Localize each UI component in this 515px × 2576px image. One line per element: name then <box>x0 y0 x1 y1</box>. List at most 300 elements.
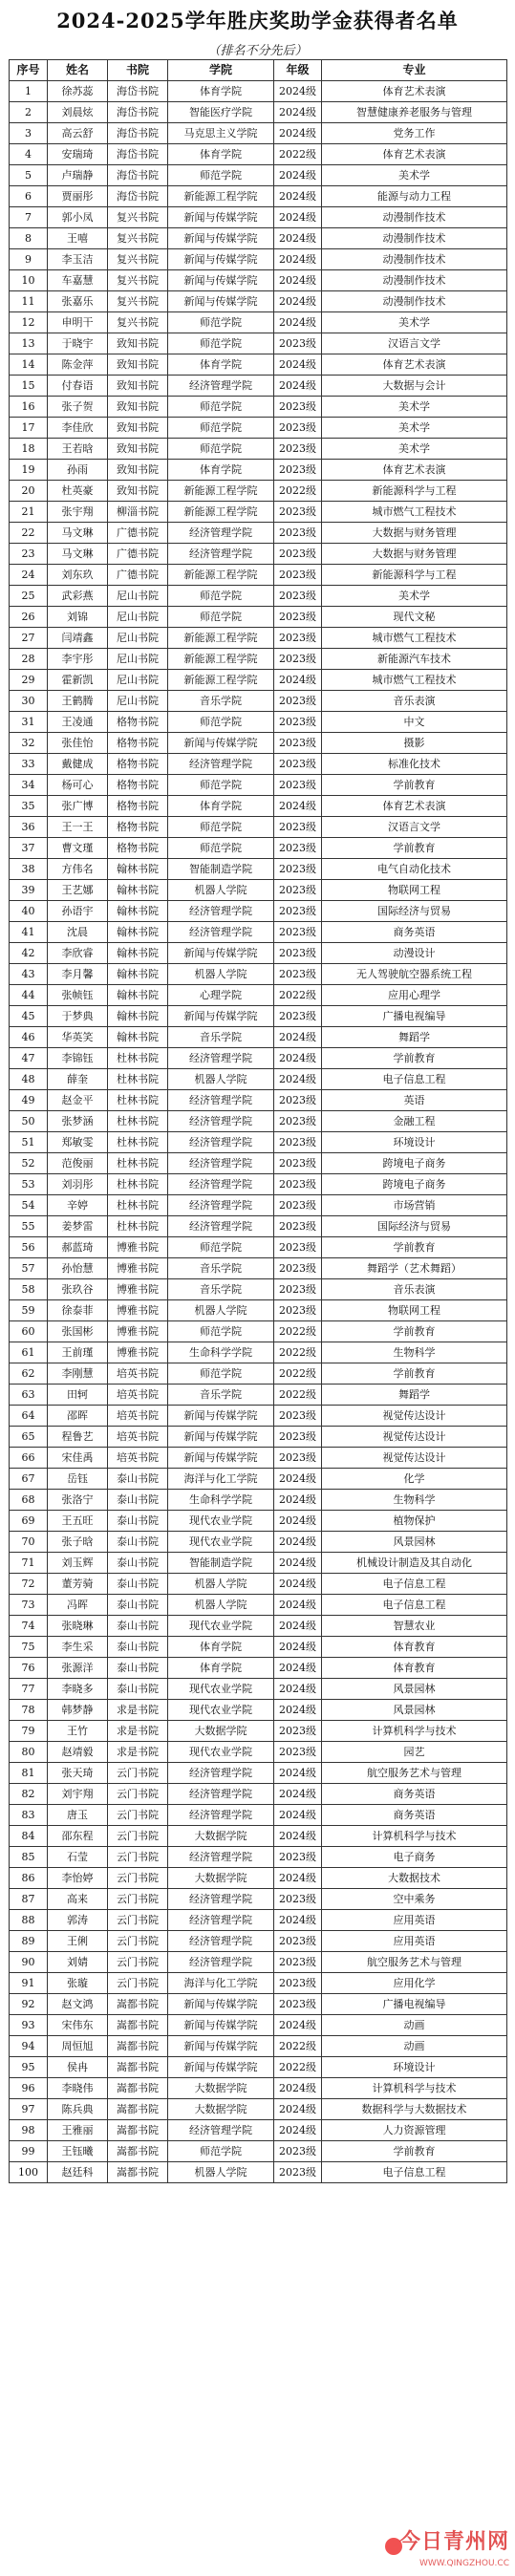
cell-academy: 求是书院 <box>108 1700 168 1721</box>
cell-major: 音乐表演 <box>322 1279 507 1300</box>
cell-index: 14 <box>10 354 48 376</box>
cell-index: 27 <box>10 628 48 649</box>
table-row <box>10 1195 507 1216</box>
cell-name: 张源洋 <box>48 1658 108 1679</box>
cell-name: 刘晨炫 <box>48 102 108 123</box>
cell-academy: 格物书院 <box>108 754 168 775</box>
cell-academy: 格物书院 <box>108 733 168 754</box>
cell-major: 学前教育 <box>322 838 507 859</box>
cell-academy: 杜林书院 <box>108 1174 168 1195</box>
cell-college: 体育学院 <box>168 460 274 481</box>
cell-major: 国际经济与贸易 <box>322 901 507 922</box>
cell-index: 45 <box>10 1006 48 1027</box>
cell-index: 18 <box>10 439 48 460</box>
cell-college: 经济管理学院 <box>168 754 274 775</box>
cell-major: 国际经济与贸易 <box>322 1216 507 1237</box>
cell-index: 74 <box>10 1616 48 1637</box>
cell-academy: 博雅书院 <box>108 1342 168 1363</box>
table-row <box>10 586 507 607</box>
cell-grade: 2023级 <box>274 565 322 586</box>
table-row <box>10 1700 507 1721</box>
table-row <box>10 649 507 670</box>
table-row <box>10 1595 507 1616</box>
cell-name: 王凌通 <box>48 712 108 733</box>
cell-major: 体育教育 <box>322 1658 507 1679</box>
cell-academy: 嵩都书院 <box>108 2162 168 2183</box>
cell-grade: 2022级 <box>274 985 322 1006</box>
cell-index: 63 <box>10 1385 48 1406</box>
cell-college: 师范学院 <box>168 838 274 859</box>
cell-name: 霍新凯 <box>48 670 108 691</box>
cell-major: 学前教育 <box>322 1237 507 1258</box>
table-row <box>10 1574 507 1595</box>
cell-name: 李生采 <box>48 1637 108 1658</box>
cell-academy: 杜林书院 <box>108 1111 168 1132</box>
cell-grade: 2024级 <box>274 1616 322 1637</box>
header-college: 学院 <box>168 60 274 81</box>
table-row <box>10 1385 507 1406</box>
cell-name: 赵廷科 <box>48 2162 108 2183</box>
cell-grade: 2024级 <box>274 376 322 397</box>
header-name: 姓名 <box>48 60 108 81</box>
cell-major: 应用英语 <box>322 1910 507 1931</box>
cell-college: 经济管理学院 <box>168 1216 274 1237</box>
cell-index: 91 <box>10 1973 48 1994</box>
cell-name: 刘东玖 <box>48 565 108 586</box>
cell-major: 植物保护 <box>322 1511 507 1532</box>
table-row <box>10 1511 507 1532</box>
cell-academy: 培英书院 <box>108 1406 168 1427</box>
cell-college: 新闻与传媒学院 <box>168 2057 274 2078</box>
cell-name: 王前瑾 <box>48 1342 108 1363</box>
cell-index: 22 <box>10 523 48 544</box>
cell-index: 23 <box>10 544 48 565</box>
table-row <box>10 565 507 586</box>
cell-name: 刘宇翔 <box>48 1784 108 1805</box>
cell-grade: 2023级 <box>274 1427 322 1448</box>
cell-academy: 海岱书院 <box>108 123 168 144</box>
cell-index: 85 <box>10 1847 48 1868</box>
cell-index: 6 <box>10 186 48 207</box>
cell-major: 化学 <box>322 1469 507 1490</box>
cell-name: 张佳怡 <box>48 733 108 754</box>
cell-grade: 2023级 <box>274 1847 322 1868</box>
cell-major: 学前教育 <box>322 1363 507 1385</box>
cell-college: 新闻与传媒学院 <box>168 249 274 270</box>
cell-grade: 2024级 <box>274 312 322 333</box>
cell-name: 车嘉慧 <box>48 270 108 291</box>
cell-college: 大数据学院 <box>168 1826 274 1847</box>
cell-college: 师范学院 <box>168 1363 274 1385</box>
table-container <box>9 59 506 2183</box>
cell-major: 学前教育 <box>322 1048 507 1069</box>
cell-college: 师范学院 <box>168 1321 274 1342</box>
cell-index: 65 <box>10 1427 48 1448</box>
table-row <box>10 2036 507 2057</box>
table-row <box>10 2057 507 2078</box>
cell-major: 跨境电子商务 <box>322 1174 507 1195</box>
cell-index: 66 <box>10 1448 48 1469</box>
cell-index: 69 <box>10 1511 48 1532</box>
cell-index: 1 <box>10 81 48 102</box>
cell-college: 经济管理学院 <box>168 523 274 544</box>
cell-academy: 翰林书院 <box>108 985 168 1006</box>
cell-major: 智慧健康养老服务与管理 <box>322 102 507 123</box>
cell-grade: 2023级 <box>274 2162 322 2183</box>
cell-major: 城市燃气工程技术 <box>322 670 507 691</box>
scholarship-table <box>9 59 507 2183</box>
cell-academy: 翰林书院 <box>108 859 168 880</box>
cell-academy: 杜林书院 <box>108 1069 168 1090</box>
cell-academy: 致知书院 <box>108 354 168 376</box>
cell-major: 风景园林 <box>322 1532 507 1553</box>
cell-academy: 云门书院 <box>108 1868 168 1889</box>
cell-major: 电子信息工程 <box>322 2162 507 2183</box>
cell-college: 师范学院 <box>168 333 274 354</box>
cell-index: 21 <box>10 502 48 523</box>
cell-academy: 泰山书院 <box>108 1637 168 1658</box>
cell-grade: 2024级 <box>274 1784 322 1805</box>
cell-academy: 尼山书院 <box>108 691 168 712</box>
cell-name: 赵文鸿 <box>48 1994 108 2015</box>
cell-name: 薛奎 <box>48 1069 108 1090</box>
cell-index: 53 <box>10 1174 48 1195</box>
cell-major: 计算机科学与技术 <box>322 1826 507 1847</box>
cell-index: 13 <box>10 333 48 354</box>
cell-academy: 嵩都书院 <box>108 2078 168 2099</box>
cell-index: 48 <box>10 1069 48 1090</box>
cell-name: 周恒旭 <box>48 2036 108 2057</box>
cell-index: 54 <box>10 1195 48 1216</box>
cell-index: 11 <box>10 291 48 312</box>
table-row <box>10 1027 507 1048</box>
table-row <box>10 2141 507 2162</box>
cell-major: 摄影 <box>322 733 507 754</box>
cell-major: 动画 <box>322 2036 507 2057</box>
cell-academy: 嵩都书院 <box>108 2120 168 2141</box>
cell-index: 64 <box>10 1406 48 1427</box>
cell-college: 机器人学院 <box>168 1595 274 1616</box>
table-row <box>10 1889 507 1910</box>
table-row <box>10 2120 507 2141</box>
cell-name: 刘婧 <box>48 1952 108 1973</box>
cell-college: 新闻与传媒学院 <box>168 1006 274 1027</box>
cell-major: 美术学 <box>322 586 507 607</box>
cell-grade: 2023级 <box>274 397 322 418</box>
table-header-row <box>10 60 507 81</box>
cell-academy: 致知书院 <box>108 460 168 481</box>
table-row <box>10 1910 507 1931</box>
cell-major: 生物科学 <box>322 1342 507 1363</box>
cell-college: 师范学院 <box>168 712 274 733</box>
table-row <box>10 523 507 544</box>
cell-name: 冯晖 <box>48 1595 108 1616</box>
cell-college: 新闻与传媒学院 <box>168 270 274 291</box>
cell-grade: 2024级 <box>274 1763 322 1784</box>
cell-index: 80 <box>10 1742 48 1763</box>
cell-major: 环境设计 <box>322 1132 507 1153</box>
cell-index: 90 <box>10 1952 48 1973</box>
cell-major: 电子信息工程 <box>322 1574 507 1595</box>
cell-academy: 泰山书院 <box>108 1511 168 1532</box>
cell-index: 84 <box>10 1826 48 1847</box>
table-row <box>10 901 507 922</box>
cell-college: 机器人学院 <box>168 1300 274 1321</box>
cell-name: 刘羽彤 <box>48 1174 108 1195</box>
cell-major: 学前教育 <box>322 2141 507 2162</box>
cell-name: 李月馨 <box>48 964 108 985</box>
cell-college: 机器人学院 <box>168 1069 274 1090</box>
cell-index: 95 <box>10 2057 48 2078</box>
cell-grade: 2023级 <box>274 1237 322 1258</box>
cell-college: 经济管理学院 <box>168 1805 274 1826</box>
table-row <box>10 1321 507 1342</box>
cell-name: 郝蓝琦 <box>48 1237 108 1258</box>
table-body <box>10 81 507 2183</box>
cell-index: 10 <box>10 270 48 291</box>
table-row <box>10 628 507 649</box>
cell-college: 机器人学院 <box>168 1574 274 1595</box>
cell-academy: 尼山书院 <box>108 586 168 607</box>
cell-name: 范俊丽 <box>48 1153 108 1174</box>
cell-academy: 嵩都书院 <box>108 2057 168 2078</box>
cell-index: 5 <box>10 165 48 186</box>
cell-college: 新闻与传媒学院 <box>168 207 274 228</box>
table-row <box>10 249 507 270</box>
table-row <box>10 2015 507 2036</box>
cell-academy: 翰林书院 <box>108 964 168 985</box>
cell-academy: 云门书院 <box>108 1973 168 1994</box>
cell-name: 贾丽彤 <box>48 186 108 207</box>
cell-name: 陈金萍 <box>48 354 108 376</box>
cell-academy: 致知书院 <box>108 333 168 354</box>
cell-name: 李晓伟 <box>48 2078 108 2099</box>
cell-grade: 2022级 <box>274 2057 322 2078</box>
cell-name: 侯冉 <box>48 2057 108 2078</box>
cell-college: 经济管理学院 <box>168 1763 274 1784</box>
cell-grade: 2023级 <box>274 1153 322 1174</box>
cell-grade: 2023级 <box>274 1195 322 1216</box>
cell-index: 78 <box>10 1700 48 1721</box>
table-row <box>10 1237 507 1258</box>
cell-index: 73 <box>10 1595 48 1616</box>
cell-name: 王俐 <box>48 1931 108 1952</box>
cell-name: 王雅丽 <box>48 2120 108 2141</box>
cell-index: 75 <box>10 1637 48 1658</box>
cell-name: 刘锦 <box>48 607 108 628</box>
cell-name: 王一王 <box>48 817 108 838</box>
cell-index: 3 <box>10 123 48 144</box>
cell-academy: 尼山书院 <box>108 649 168 670</box>
cell-grade: 2023级 <box>274 333 322 354</box>
cell-academy: 格物书院 <box>108 817 168 838</box>
cell-index: 15 <box>10 376 48 397</box>
table-row <box>10 1973 507 1994</box>
cell-major: 美术学 <box>322 165 507 186</box>
cell-major: 风景园林 <box>322 1679 507 1700</box>
cell-grade: 2022级 <box>274 1385 322 1406</box>
cell-index: 32 <box>10 733 48 754</box>
cell-academy: 复兴书院 <box>108 207 168 228</box>
table-row <box>10 439 507 460</box>
cell-major: 数据科学与大数据技术 <box>322 2099 507 2120</box>
cell-name: 赵金平 <box>48 1090 108 1111</box>
cell-college: 师范学院 <box>168 775 274 796</box>
cell-name: 石莹 <box>48 1847 108 1868</box>
cell-academy: 复兴书院 <box>108 249 168 270</box>
cell-college: 音乐学院 <box>168 1279 274 1300</box>
cell-name: 张帧钰 <box>48 985 108 1006</box>
cell-grade: 2024级 <box>274 123 322 144</box>
cell-college: 机器人学院 <box>168 880 274 901</box>
cell-name: 郑敏雯 <box>48 1132 108 1153</box>
cell-academy: 海岱书院 <box>108 165 168 186</box>
cell-major: 新能源科学与工程 <box>322 565 507 586</box>
cell-grade: 2024级 <box>274 1868 322 1889</box>
table-row <box>10 102 507 123</box>
cell-index: 24 <box>10 565 48 586</box>
cell-name: 高来 <box>48 1889 108 1910</box>
cell-index: 88 <box>10 1910 48 1931</box>
cell-college: 经济管理学院 <box>168 1784 274 1805</box>
cell-major: 新能源科学与工程 <box>322 481 507 502</box>
cell-academy: 泰山书院 <box>108 1490 168 1511</box>
cell-major: 商务英语 <box>322 1784 507 1805</box>
table-row <box>10 2078 507 2099</box>
table-row <box>10 1153 507 1174</box>
cell-college: 大数据学院 <box>168 1868 274 1889</box>
watermark-subtext: WWW.QINGZHOU.CC <box>418 2559 509 2568</box>
cell-college: 经济管理学院 <box>168 1153 274 1174</box>
cell-grade: 2023级 <box>274 1090 322 1111</box>
cell-name: 王五旺 <box>48 1511 108 1532</box>
cell-major: 金融工程 <box>322 1111 507 1132</box>
cell-academy: 嵩都书院 <box>108 2099 168 2120</box>
cell-academy: 广德书院 <box>108 565 168 586</box>
cell-name: 邵晖 <box>48 1406 108 1427</box>
cell-college: 新闻与传媒学院 <box>168 1994 274 2015</box>
cell-college: 音乐学院 <box>168 1258 274 1279</box>
table-row <box>10 1048 507 1069</box>
cell-grade: 2024级 <box>274 354 322 376</box>
cell-major: 大数据与财务管理 <box>322 523 507 544</box>
cell-grade: 2024级 <box>274 1574 322 1595</box>
cell-index: 28 <box>10 649 48 670</box>
cell-major: 动漫制作技术 <box>322 228 507 249</box>
cell-index: 9 <box>10 249 48 270</box>
cell-grade: 2023级 <box>274 775 322 796</box>
cell-name: 付春语 <box>48 376 108 397</box>
cell-college: 师范学院 <box>168 817 274 838</box>
cell-college: 师范学院 <box>168 418 274 439</box>
cell-academy: 培英书院 <box>108 1385 168 1406</box>
cell-major: 能源与动力工程 <box>322 186 507 207</box>
cell-major: 视觉传达设计 <box>322 1406 507 1427</box>
cell-name: 孙怡慧 <box>48 1258 108 1279</box>
cell-grade: 2023级 <box>274 1279 322 1300</box>
cell-academy: 翰林书院 <box>108 1006 168 1027</box>
cell-index: 96 <box>10 2078 48 2099</box>
table-row <box>10 1742 507 1763</box>
cell-grade: 2023级 <box>274 1132 322 1153</box>
cell-grade: 2024级 <box>274 670 322 691</box>
cell-name: 孙雨 <box>48 460 108 481</box>
cell-academy: 云门书院 <box>108 1826 168 1847</box>
cell-major: 大数据技术 <box>322 1868 507 1889</box>
cell-grade: 2023级 <box>274 1721 322 1742</box>
cell-grade: 2023级 <box>274 1931 322 1952</box>
cell-major: 音乐表演 <box>322 691 507 712</box>
cell-major: 汉语言文学 <box>322 333 507 354</box>
table-row <box>10 354 507 376</box>
table-row <box>10 1784 507 1805</box>
cell-grade: 2024级 <box>274 228 322 249</box>
cell-major: 学前教育 <box>322 775 507 796</box>
cell-name: 岳钰 <box>48 1469 108 1490</box>
cell-academy: 嵩都书院 <box>108 1994 168 2015</box>
cell-academy: 复兴书院 <box>108 291 168 312</box>
cell-index: 79 <box>10 1721 48 1742</box>
cell-index: 51 <box>10 1132 48 1153</box>
cell-index: 42 <box>10 943 48 964</box>
cell-grade: 2024级 <box>274 1048 322 1069</box>
cell-academy: 广德书院 <box>108 544 168 565</box>
cell-name: 卢瑞静 <box>48 165 108 186</box>
table-row <box>10 1111 507 1132</box>
cell-index: 20 <box>10 481 48 502</box>
cell-major: 美术学 <box>322 312 507 333</box>
cell-grade: 2023级 <box>274 1300 322 1321</box>
cell-college: 现代农业学院 <box>168 1700 274 1721</box>
cell-name: 赵靖毅 <box>48 1742 108 1763</box>
cell-name: 王钰曦 <box>48 2141 108 2162</box>
cell-academy: 翰林书院 <box>108 880 168 901</box>
cell-academy: 博雅书院 <box>108 1237 168 1258</box>
cell-college: 经济管理学院 <box>168 1132 274 1153</box>
cell-major: 体育教育 <box>322 1637 507 1658</box>
cell-academy: 云门书院 <box>108 1763 168 1784</box>
cell-major: 商务英语 <box>322 922 507 943</box>
table-row <box>10 1174 507 1195</box>
cell-college: 师范学院 <box>168 607 274 628</box>
cell-grade: 2023级 <box>274 544 322 565</box>
cell-major: 计算机科学与技术 <box>322 2078 507 2099</box>
cell-major: 城市燃气工程技术 <box>322 628 507 649</box>
cell-grade: 2022级 <box>274 1321 322 1342</box>
cell-name: 马文琳 <box>48 544 108 565</box>
cell-academy: 复兴书院 <box>108 270 168 291</box>
cell-major: 大数据与会计 <box>322 376 507 397</box>
table-row <box>10 1868 507 1889</box>
cell-college: 经济管理学院 <box>168 2120 274 2141</box>
cell-grade: 2022级 <box>274 144 322 165</box>
cell-major: 动漫制作技术 <box>322 207 507 228</box>
cell-college: 师范学院 <box>168 1237 274 1258</box>
cell-name: 李玉洁 <box>48 249 108 270</box>
cell-name: 王竹 <box>48 1721 108 1742</box>
cell-academy: 求是书院 <box>108 1742 168 1763</box>
cell-index: 98 <box>10 2120 48 2141</box>
page-title: 2024-2025学年胜庆奖助学金获得者名单 <box>56 9 459 32</box>
cell-major: 中文 <box>322 712 507 733</box>
cell-academy: 致知书院 <box>108 397 168 418</box>
table-row <box>10 985 507 1006</box>
cell-grade: 2024级 <box>274 207 322 228</box>
cell-major: 动漫设计 <box>322 943 507 964</box>
cell-name: 宋伟东 <box>48 2015 108 2036</box>
cell-college: 智能制造学院 <box>168 1553 274 1574</box>
cell-grade: 2023级 <box>274 1006 322 1027</box>
